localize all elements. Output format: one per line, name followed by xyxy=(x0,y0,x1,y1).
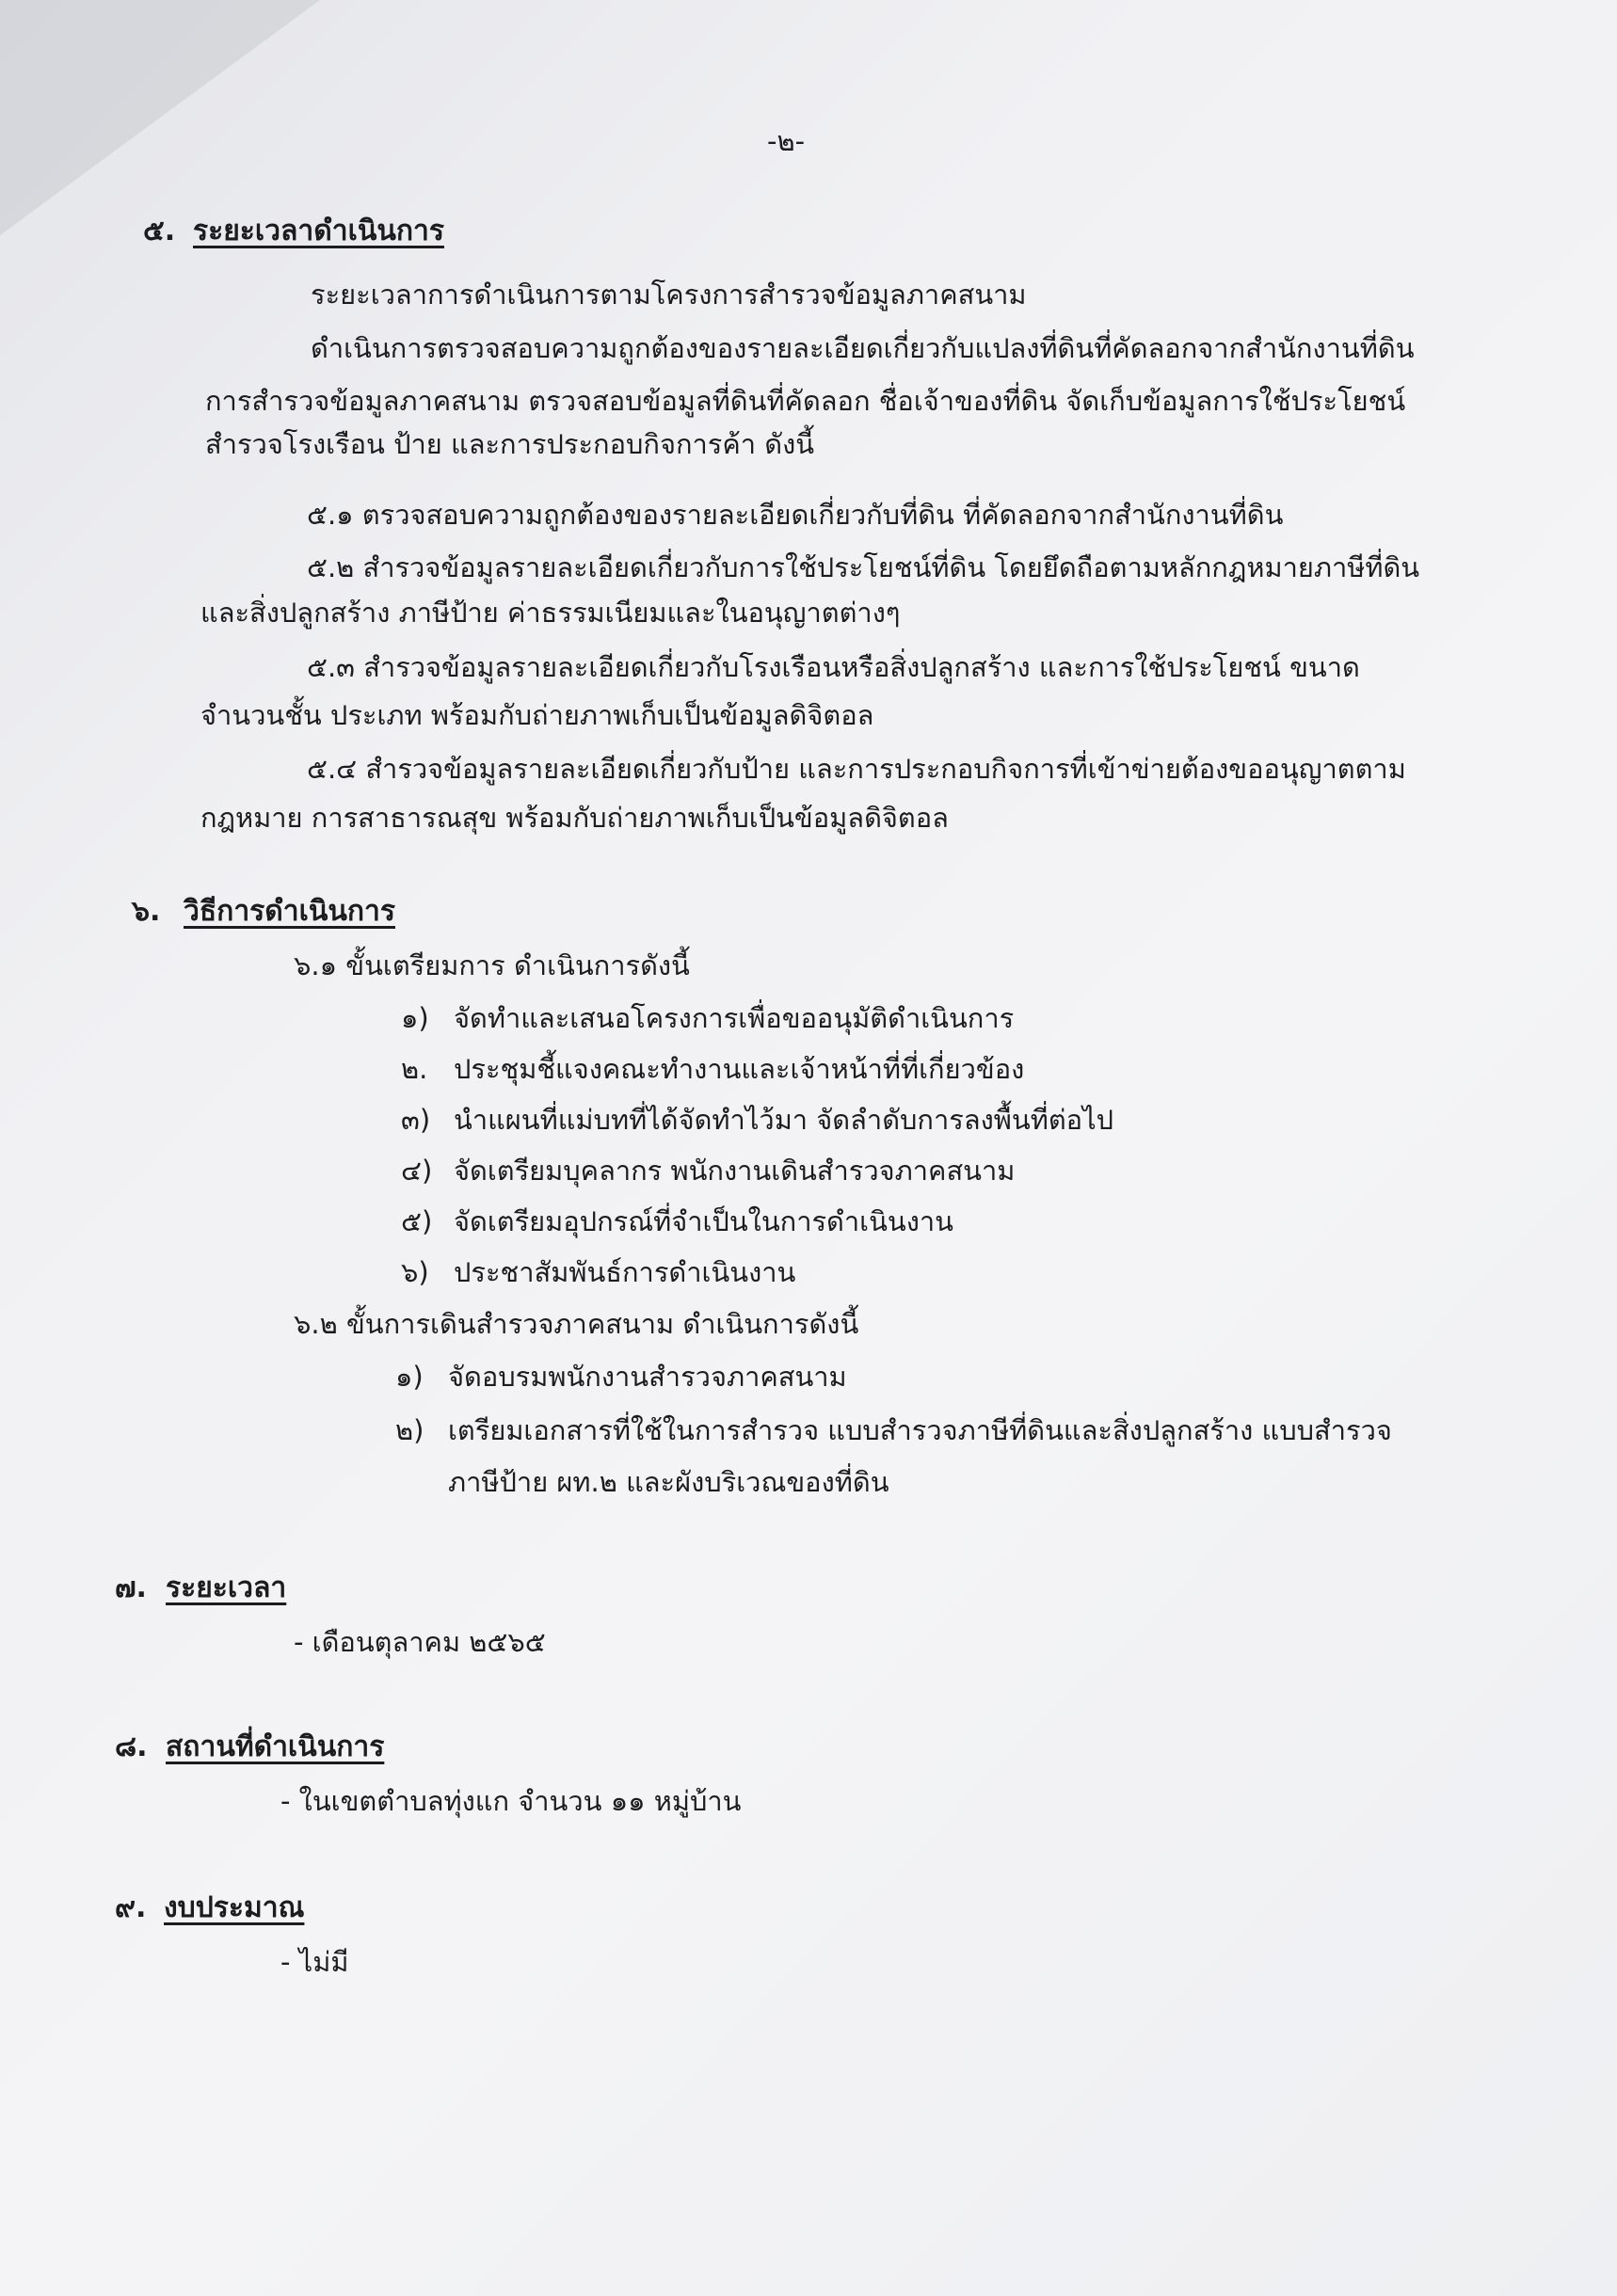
step-6-2-item-2-number: ๒) xyxy=(395,1414,424,1446)
item-5-2-line-2: และสิ่งปลูกสร้าง ภาษีป้าย ค่าธรรมเนียมและในอนุญาตต่างๆ xyxy=(200,597,901,629)
step-6-1-item-5-text: จัดเตรียมอุปกรณ์ที่จำเป็นในการดำเนินงาน xyxy=(454,1205,954,1237)
section-5-number: ๕. xyxy=(143,215,176,247)
item-5-2-line-1: ๕.๒ สำรวจข้อมูลรายละเอียดเกี่ยวกับการใช้ประโยชน์ที่ดิน โดยยึดถือตามหลักกฎหมายภาษีที่ดิน xyxy=(307,551,1420,583)
item-5-4-line-1: ๕.๔ สำรวจข้อมูลรายละเอียดเกี่ยวกับป้าย และการประกอบกิจการที่เข้าข่ายต้องขออนุญาตตาม xyxy=(307,753,1406,785)
section-5-title: ระยะเวลาดำเนินการ xyxy=(193,215,444,247)
item-5-4-line-2: กฎหมาย การสาธารณสุข พร้อมกับถ่ายภาพเก็บเป็นข้อมูลดิจิตอล xyxy=(200,802,949,834)
step-6-2-item-1-number: ๑) xyxy=(395,1361,424,1393)
section-9-title: งบประมาณ xyxy=(164,1891,305,1924)
step-6-1-heading: ๖.๑ ขั้นเตรียมการ ดำเนินการดังนี้ xyxy=(294,949,690,981)
step-6-1-item-6-text: ประชาสัมพันธ์การดำเนินงาน xyxy=(454,1256,796,1288)
section-8-title: สถานที่ดำเนินการ xyxy=(166,1730,385,1763)
section-8-number: ๘. xyxy=(115,1730,148,1763)
step-6-1-item-6-number: ๖) xyxy=(401,1256,429,1288)
step-6-1-item-1-text: จัดทำและเสนอโครงการเพื่อขออนุมัติดำเนินการ xyxy=(454,1002,1015,1034)
step-6-2-heading: ๖.๒ ขั้นการเดินสำรวจภาคสนาม ดำเนินการดังนี้ xyxy=(294,1308,859,1340)
item-5-3-line-1: ๕.๓ สำรวจข้อมูลรายละเอียดเกี่ยวกับโรงเรือนหรือสิ่งปลูกสร้าง และการใช้ประโยชน์ ขนาด xyxy=(307,651,1360,683)
step-6-1-item-3-text: นำแผนที่แม่บทที่ได้จัดทำไว้มา จัดลำดับการลงพื้นที่ต่อไป xyxy=(454,1104,1114,1136)
item-5-3-line-2: จำนวนชั้น ประเภท พร้อมกับถ่ายภาพเก็บเป็นข้อมูลดิจิตอล xyxy=(200,699,874,731)
step-6-1-item-4-text: จัดเตรียมบุคลากร พนักงานเดินสำรวจภาคสนาม xyxy=(454,1155,1016,1187)
page-fold-shadow xyxy=(0,0,320,235)
item-5-1: ๕.๑ ตรวจสอบความถูกต้องของรายละเอียดเกี่ยวกับที่ดิน ที่คัดลอกจากสำนักงานที่ดิน xyxy=(307,499,1284,531)
step-6-2-item-2-text: เตรียมเอกสารที่ใช้ในการสำรวจ แบบสำรวจภาษีที่ดินและสิ่งปลูกสร้าง แบบสำรวจ xyxy=(448,1414,1392,1446)
step-6-2-item-2-continuation: ภาษีป้าย ผท.๒ และผังบริเวณของที่ดิน xyxy=(448,1466,889,1498)
section-9-detail: - ไม่มี xyxy=(280,1946,349,1978)
section-5-paragraph-line-3: สำรวจโรงเรือน ป้าย และการประกอบกิจการค้า ดังนี้ xyxy=(205,428,815,460)
section-7-title: ระยะเวลา xyxy=(166,1571,287,1604)
step-6-1-item-5-number: ๕) xyxy=(401,1205,433,1237)
step-6-1-item-2-text: ประชุมชี้แจงคณะทำงานและเจ้าหน้าที่ที่เกี่ยวข้อง xyxy=(454,1053,1025,1085)
section-5-paragraph-line-1: ดำเนินการตรวจสอบความถูกต้องของรายละเอียดเกี่ยวกับแปลงที่ดินที่คัดลอกจากสำนักงานที่ดิน xyxy=(311,332,1415,364)
step-6-2-item-1-text: จัดอบรมพนักงานสำรวจภาคสนาม xyxy=(448,1361,847,1393)
page-number: -๒- xyxy=(767,125,806,157)
section-5-paragraph-line-2: การสำรวจข้อมูลภาคสนาม ตรวจสอบข้อมูลที่ดินที่คัดลอก ชื่อเจ้าของที่ดิน จัดเก็บข้อมูลการใช้ประโยชน์ xyxy=(205,385,1406,417)
section-7-number: ๗. xyxy=(115,1571,147,1604)
section-9-number: ๙. xyxy=(115,1891,147,1924)
step-6-1-item-1-number: ๑) xyxy=(401,1002,429,1034)
step-6-1-item-3-number: ๓) xyxy=(401,1104,431,1136)
step-6-1-item-2-number: ๒. xyxy=(401,1053,428,1085)
section-5-intro: ระยะเวลาการดำเนินการตามโครงการสำรวจข้อมูลภาคสนาม xyxy=(311,279,1027,311)
section-7-detail: - เดือนตุลาคม ๒๕๖๕ xyxy=(294,1626,546,1658)
section-8-detail: - ในเขตตำบลทุ่งแก จำนวน ๑๑ หมู่บ้าน xyxy=(280,1785,742,1817)
step-6-1-item-4-number: ๔) xyxy=(401,1155,433,1187)
section-6-title: วิธีการดำเนินการ xyxy=(184,895,395,928)
section-6-number: ๖. xyxy=(132,895,161,928)
